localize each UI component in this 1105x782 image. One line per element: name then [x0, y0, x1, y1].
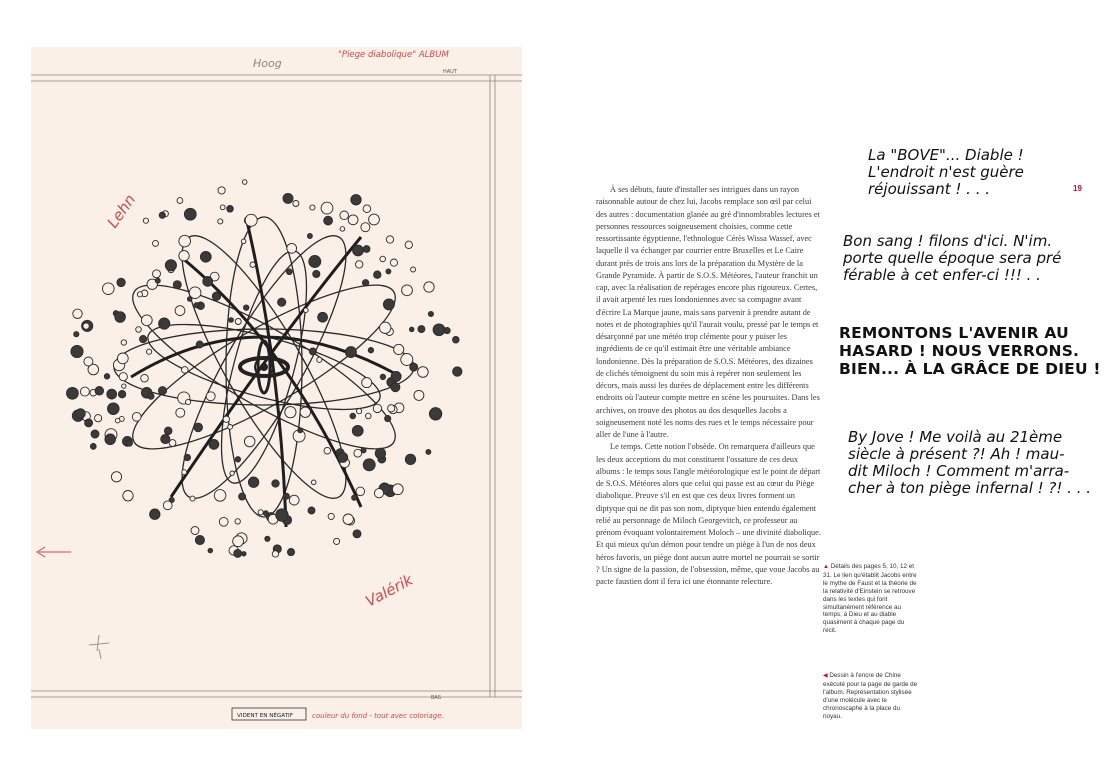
- electron-dot: [334, 538, 340, 544]
- electron-dot: [321, 202, 333, 214]
- electron-dot: [340, 211, 349, 220]
- electron-dot: [311, 480, 316, 485]
- electron-dot: [428, 311, 433, 316]
- electron-dot: [235, 319, 241, 325]
- balloon-text-3: REMONTONS L'AVENIR AU HASARD ! NOUS VERRONS. BIEN... À LA GRÂCE DE DIEU !: [839, 324, 1101, 378]
- electron-dot: [283, 493, 289, 499]
- electron-dot: [194, 303, 199, 308]
- electron-dot: [383, 299, 394, 310]
- electron-dot: [353, 245, 364, 256]
- electron-dot: [218, 187, 225, 194]
- electron-dot: [143, 218, 148, 223]
- electron-dot: [258, 510, 263, 515]
- caption-details: [823, 563, 919, 635]
- electron-dot: [241, 239, 246, 244]
- electron-dot: [84, 357, 93, 366]
- body-paragraph: Le temps. Cette notion l'obsède. On remarquera d'ailleurs que les deux acceptions du mot constituent l'ossature de ces deux albums : le temps sous l'angle météorologique est le point de départ de S.O.S. Météores alors que celui qui passe est au cœur du Piège diabolique. Preuve s'il en est que ces deux livres forment un diptyque qui ne dit pas son nom, diptyque bien entendu également relié au personnage de Miloch Georgevitch, ce professeur au prénom évoquant volontairement Moloch – une divinité diabolique. Et qui mieux qu'un démon pour tendre un piège à l'un de nos deux héros favoris, un piège dont aucun autre mortel ne pourrait se sortir ? Un signe de la passion, de l'obsession, même, que voue Jacobs au pacte faustien dont il fera ici une étonnante relecture.: [596, 442, 821, 586]
- electron-dot: [85, 419, 93, 427]
- electron-dot: [324, 447, 331, 454]
- electron-dot: [107, 389, 117, 399]
- electron-dot: [242, 180, 247, 185]
- electron-dot: [318, 312, 328, 322]
- electron-dot: [228, 425, 233, 430]
- bottom-marker: BAS: [431, 695, 442, 701]
- electron-dot: [380, 374, 385, 379]
- electron-dot: [239, 493, 246, 500]
- electron-dot: [164, 427, 172, 435]
- electron-dot: [218, 219, 223, 224]
- electron-dot: [426, 449, 431, 454]
- electron-dot: [206, 392, 215, 401]
- electron-dot: [177, 198, 183, 204]
- electron-dot: [137, 292, 142, 297]
- electron-dot: [401, 354, 413, 366]
- red-note-album: "Piege diabolique" ALBUM: [338, 50, 449, 60]
- electron-dot: [362, 378, 372, 388]
- electron-dot: [153, 240, 159, 246]
- orbit-arc: [181, 257, 361, 507]
- electron-dot: [304, 308, 309, 313]
- electron-dot: [229, 318, 234, 323]
- electron-dot: [179, 235, 191, 247]
- electron-dot: [409, 327, 414, 332]
- artwork-sheet: [31, 47, 522, 729]
- electron-dot: [111, 472, 121, 482]
- electron-dot: [184, 208, 196, 220]
- electron-dot: [287, 243, 297, 253]
- electron-dot: [433, 324, 445, 336]
- electron-dot: [411, 267, 416, 272]
- electron-dot: [182, 470, 187, 475]
- electron-dot: [203, 277, 213, 287]
- electron-dot: [223, 416, 229, 422]
- electron-dot: [429, 408, 441, 420]
- page-number: 19: [1073, 184, 1082, 193]
- electron-dot: [250, 262, 255, 267]
- electron-dot: [265, 536, 270, 541]
- electron-dot: [242, 552, 246, 556]
- electron-dot: [374, 489, 383, 498]
- electron-dot: [363, 246, 370, 253]
- electron-dot: [405, 454, 415, 464]
- electron-dot: [272, 480, 279, 487]
- electron-dot: [123, 491, 133, 501]
- electron-dot: [248, 477, 258, 487]
- electron-dot: [67, 387, 79, 399]
- electron-dot: [385, 416, 391, 422]
- electron-dot: [453, 336, 460, 343]
- electron-dot: [394, 344, 404, 354]
- electron-dot: [418, 367, 429, 378]
- electron-dot: [343, 514, 353, 524]
- electron-dot: [191, 527, 199, 535]
- electron-dot: [363, 459, 375, 471]
- electron-dot: [175, 306, 185, 316]
- electron-dot: [298, 428, 303, 433]
- electron-dot: [317, 357, 322, 362]
- electron-dot: [263, 511, 268, 516]
- bottom-red-note: couleur du fond - tout avec coloriage.: [312, 712, 444, 720]
- electron-dot: [351, 195, 361, 205]
- electron-dot: [80, 387, 89, 396]
- electron-dot: [340, 227, 345, 232]
- electron-dot: [414, 390, 424, 400]
- pencil-note-hoog: Hoog: [253, 57, 282, 70]
- electron-dot: [121, 340, 126, 345]
- electron-dot: [324, 216, 333, 225]
- orbit-rings: [114, 217, 414, 527]
- electron-dot: [287, 549, 294, 556]
- electron-dot: [73, 309, 82, 318]
- caption-text: Dessin à l'encre de Chine exécuté pour la page de garde de l'album. Représentation stylisée d'une molécule avec le chronoscaphe à la place du noyau.: [823, 672, 918, 720]
- electron-dot: [402, 285, 413, 296]
- electron-dot: [136, 327, 142, 333]
- electron-dot: [391, 383, 400, 392]
- electron-dot: [392, 484, 403, 495]
- electron-dot: [354, 449, 362, 457]
- bottom-box-label: VIDENT EN NÉGATIF: [237, 713, 293, 719]
- electron-dot: [391, 372, 401, 382]
- electron-dot: [76, 409, 86, 419]
- electron-dot: [245, 214, 257, 226]
- electron-dot: [353, 530, 361, 538]
- molecule-illustration: [31, 47, 522, 729]
- electron-dot: [214, 490, 226, 502]
- electron-dot: [91, 430, 99, 438]
- electron-dot: [453, 367, 462, 376]
- electron-dot: [186, 399, 191, 404]
- electron-dot: [159, 318, 170, 329]
- electron-dot: [366, 413, 372, 419]
- electron-dot: [380, 322, 391, 333]
- electron-dot: [278, 298, 286, 306]
- electron-dot: [148, 393, 154, 399]
- top-marker: HAUT: [443, 69, 457, 75]
- electron-dot: [115, 312, 126, 323]
- electron-dot: [158, 387, 166, 395]
- electron-dot: [373, 404, 381, 412]
- electron-dot: [234, 549, 242, 557]
- electron-dot: [276, 509, 288, 521]
- electron-dot: [161, 435, 170, 444]
- electron-dot: [418, 326, 425, 333]
- electron-dot: [348, 215, 358, 225]
- electron-dot: [363, 205, 371, 213]
- electron-dot: [141, 315, 152, 326]
- electron-dot: [71, 345, 83, 357]
- electron-dot: [220, 205, 225, 210]
- electron-dot: [126, 440, 132, 446]
- electron-dot: [190, 496, 195, 501]
- electron-dot: [405, 241, 412, 248]
- electron-dot: [362, 280, 368, 286]
- electron-dot: [350, 413, 356, 419]
- electron-dot: [95, 415, 102, 422]
- electron-dot: [361, 223, 370, 232]
- electron-dot: [176, 408, 185, 417]
- electron-dot: [356, 261, 363, 268]
- electron-dot: [208, 548, 213, 553]
- electron-dot: [308, 507, 315, 514]
- electron-dot: [352, 495, 357, 500]
- electron-dot: [388, 405, 395, 412]
- electron-dot: [352, 425, 363, 436]
- electron-dot: [212, 292, 220, 300]
- electron-dot: [119, 373, 127, 381]
- electron-dot: [390, 259, 397, 266]
- electron-dot: [369, 214, 380, 225]
- electron-dot: [150, 509, 160, 519]
- electron-dot: [179, 251, 189, 261]
- electron-dot: [165, 260, 176, 271]
- electron-dot: [153, 270, 161, 278]
- triangle-left-icon: ◀: [823, 673, 828, 679]
- electron-dot: [375, 448, 385, 458]
- right-signature: Valérik: [362, 570, 416, 611]
- electron-dot: [103, 283, 115, 295]
- electron-dot: [230, 471, 234, 475]
- electron-dot: [140, 336, 147, 343]
- electron-dot: [309, 348, 316, 355]
- electron-dot: [200, 251, 211, 262]
- electron-dot: [209, 440, 219, 450]
- electron-dot: [105, 434, 116, 445]
- balloon-text-4: By Jove ! Me voilà au 21ème siècle à présent ?! Ah ! mau- dit Miloch ! Comment m'arra- cher à ton piège infernal ! ?! . . .: [848, 428, 1091, 497]
- electron-dot: [196, 341, 203, 348]
- electron-dot: [307, 234, 312, 239]
- body-paragraph: À ses débuts, faute d'installer ses intrigues dans un rayon raisonnable autour de chez lui, Jacobs remplace son œil par celui des autres : documentation glanée au gré d'innombrables lectures et personnes ressources soigneusement choisies, comme cette ressortissante égyptienne, l'ethnologue Cérès Wissa Wassef, avec laquelle il va échanger par courrier entre Bruxelles et Le Caire durant près de trois ans lors de la préparation du Mystère de la Grande Pyramide. À partir de S.O.S. Météores, l'auteur franchit un cap, avec la réalisation de repérages encore plus rigoureux. Certes, il avait arpenté les rues londoniennes avec sa compagne avant d'écrire La Marque jaune, mais sans parvenir à prendre autant de notes et de photographies qu'il l'aurait voulu, pressé par le temps et désarçonné par une météo trop clémente pour y puiser les ingrédients de ce qu'il estimait être une véritable ambiance londonienne. Dès la préparation de S.O.S. Météores, des dizaines de clichés témoignent du soin mis à repérer non seulement les décors, mais aussi les durées de déplacement entre les différents endroits où l'auteur compte mettre en scène les poursuites. Dans les archives, on trouve des photos au dos desquelles Jacobs a soigneusement noté les noms des rues et le temps nécessaire pour aller de l'une à l'autre.: [596, 185, 820, 439]
- electron-dot: [310, 205, 315, 210]
- electron-dot: [235, 519, 240, 524]
- body-text-column: [596, 184, 821, 588]
- electron-dot: [293, 201, 299, 207]
- electron-dot: [118, 391, 125, 398]
- electron-dot: [309, 256, 321, 268]
- electron-dot: [173, 281, 181, 289]
- electron-dot: [74, 332, 79, 337]
- electron-dot: [380, 256, 386, 262]
- electron-dot: [300, 407, 310, 417]
- electron-dot: [104, 374, 109, 379]
- electron-dot: [286, 269, 292, 275]
- electron-dot: [424, 282, 434, 292]
- electron-dot: [244, 305, 249, 310]
- electron-dot: [313, 270, 320, 277]
- triangle-up-icon: ▲: [823, 564, 829, 570]
- electron-dot: [141, 374, 149, 382]
- electron-dot: [444, 328, 450, 334]
- electron-dot: [374, 271, 381, 278]
- electron-dot: [345, 347, 356, 358]
- electron-dot: [163, 501, 172, 510]
- electron-dot: [182, 367, 189, 374]
- electron-dot: [117, 278, 125, 286]
- electron-dot: [187, 297, 192, 302]
- electron-dot: [195, 536, 204, 545]
- electron-dot: [356, 487, 365, 496]
- electron-dot: [386, 269, 391, 274]
- electron-dot: [386, 236, 393, 243]
- electron-dot: [95, 387, 104, 396]
- electron-dot: [83, 323, 89, 329]
- electron-dot: [108, 403, 120, 415]
- electron-dot: [147, 349, 152, 354]
- electron-dot: [328, 513, 334, 519]
- electron-dot: [155, 278, 160, 283]
- electron-dot: [219, 517, 228, 526]
- electron-dot: [285, 407, 296, 418]
- caption-drawing: [823, 672, 919, 720]
- electron-dot: [272, 551, 278, 557]
- electron-dot: [244, 436, 255, 447]
- caption-text: Détails des pages 5, 10, 12 et 31. Le lien qu'établit Jacobs entre le mythe de Faust et la théorie de la relativité d'Einstein se retrouve dans les textes qui font simultanément référence au temps, à Dieu et au diable quasiment à chaque page du récit.: [823, 563, 917, 635]
- left-signature: Lehn: [103, 190, 140, 232]
- electron-dot: [159, 212, 165, 218]
- electron-dot: [184, 454, 190, 460]
- electron-dot: [283, 193, 293, 203]
- electron-dot: [115, 418, 120, 423]
- electron-dot: [169, 440, 176, 447]
- balloon-text-1: La "BOVE"... Diable ! L'endroit n'est guère réjouissant ! . . .: [868, 146, 1024, 198]
- electron-dot: [368, 348, 373, 353]
- electron-dot: [132, 412, 141, 421]
- electron-dot: [357, 409, 362, 414]
- electron-dot: [338, 452, 348, 462]
- electron-dot: [235, 457, 240, 462]
- electron-dot: [289, 495, 299, 505]
- electron-dot: [233, 536, 244, 547]
- electron-dot: [194, 423, 203, 432]
- electron-dot: [227, 206, 234, 213]
- balloon-text-2: Bon sang ! filons d'ici. N'im. porte quelle époque sera pré férable à cet enfer-ci !!! . .: [843, 232, 1062, 284]
- electron-dot: [122, 384, 126, 388]
- electron-dot: [90, 444, 96, 450]
- electron-dot: [117, 353, 128, 364]
